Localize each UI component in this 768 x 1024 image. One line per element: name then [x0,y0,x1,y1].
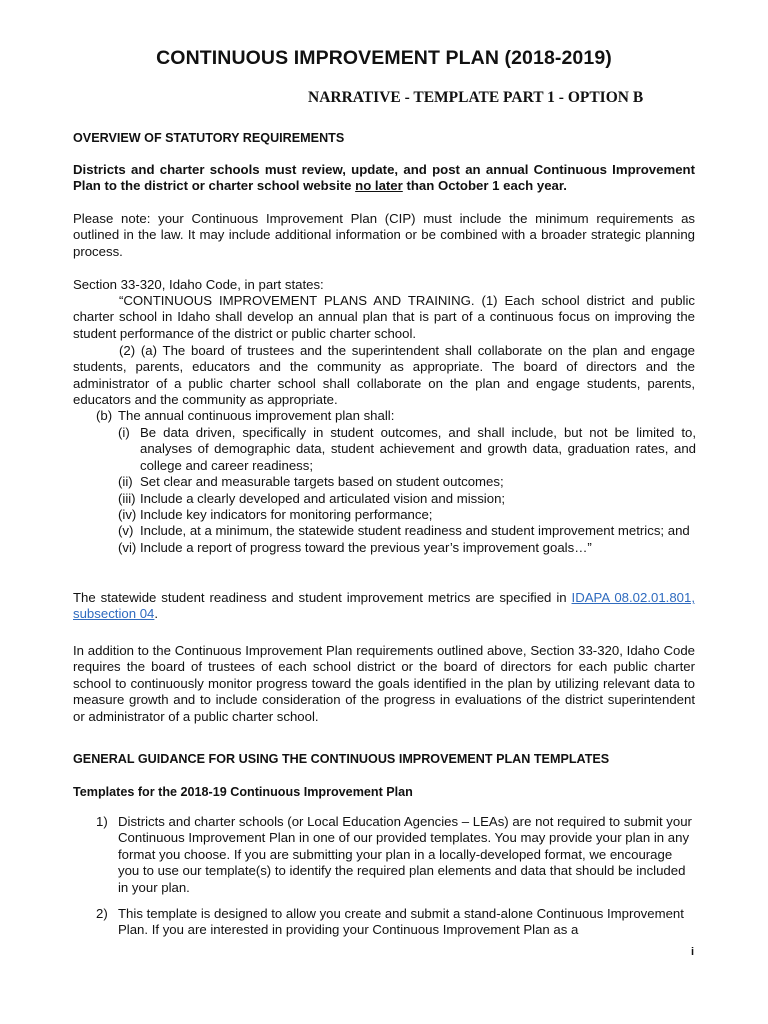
templates-numbered-list [96,814,696,939]
list-item-marker: (ii) [118,474,133,490]
list-item [96,814,696,896]
guidance-heading: GENERAL GUIDANCE FOR USING THE CONTINUOUS IMPROVEMENT PLAN TEMPLATES [73,752,610,766]
list-item [118,540,696,556]
metrics-paragraph [73,590,695,623]
list-item-text: Include key indicators for monitoring performance; [140,507,433,523]
page-number: i [691,946,695,958]
list-item [118,507,696,523]
list-item-text: Be data driven, specifically in student outcomes, and shall include, but not be limited to, analyses of demographic data, student achievement and growth data, graduation rates, and college and career readiness; [140,425,696,473]
list-item-marker: (iii) [118,490,136,506]
plan-requirements-list [118,425,696,556]
quote-item-b-text: The annual continuous improvement plan shall: [118,408,395,423]
idapa-link[interactable]: IDAPA 08.02.01.801, subsection 04 [73,590,695,622]
metrics-text-b: . [154,606,159,622]
list-item-marker: (i) [118,425,130,440]
list-item-marker: (vi) [118,539,137,555]
page-subtitle: NARRATIVE - TEMPLATE PART 1 - OPTION B [308,89,644,106]
list-item [118,523,696,539]
metrics-text-a: The statewide student readiness and student improvement metrics are specified in [73,590,572,605]
intro-paragraph [73,162,695,195]
note-paragraph: Please note: your Continuous Improvement Plan (CIP) must include the minimum requirements as outlined in the law. It may include additional information or be combined with a broader strategic planning process. [73,211,695,259]
section-lead: Section 33-320, Idaho Code, in part states: [73,277,324,292]
list-item-marker: (v) [118,523,134,539]
intro-text-b: than October 1 each year. [402,178,567,194]
quote-item-b [96,408,696,424]
intro-deadline-underlined: no later [355,178,403,194]
list-item-marker: 2) [96,906,108,922]
intro-text-a: Districts and charter schools must review, update, and post an annual Continuous Improvement Plan to the district or charter school website [73,162,695,194]
quote-paragraph-2: (2) (a) The board of trustees and the superintendent shall collaborate on the plan and engage students, parents, educators and the community as appropriate. The board of directors and the administrator of a public charter school shall collaborate on the plan and engage students, parents, educators and the community as appropriate. [73,343,695,408]
quote-item-b-marker: (b) [96,408,113,423]
list-item [118,491,696,507]
list-item-text: Include a clearly developed and articulated vision and mission; [140,490,506,506]
list-item-text: Set clear and measurable targets based on student outcomes; [140,474,504,490]
page-title: CONTINUOUS IMPROVEMENT PLAN (2018-2019) [156,47,612,69]
overview-heading: OVERVIEW OF STATUTORY REQUIREMENTS [73,131,345,145]
addition-paragraph: In addition to the Continuous Improvement Plan requirements outlined above, Section 33-320, Idaho Code requires the board of trustees of each school district or the board of directors for each public charter school to continuously monitor progress toward the goals identified in the plan by utilizing relevant data to measure growth and to include consideration of the progress in evaluations of the district superintendent or administrator of a public charter school. [73,643,695,724]
list-item-text: Include a report of progress toward the previous year’s improvement goals…” [140,539,592,555]
list-item [118,474,696,490]
quote-paragraph-1: “CONTINUOUS IMPROVEMENT PLANS AND TRAINING. (1) Each school district and public charter school in Idaho shall develop an annual plan that is part of a continuous focus on improving the student performance of the district or public charter school. [73,293,695,341]
list-item-marker: (iv) [118,507,137,523]
list-item-text: This template is designed to allow you create and submit a stand-alone Continuous Improvement Plan. If you are interested in providing your Continuous Improvement Plan as a [118,906,684,938]
list-item-marker: 1) [96,814,108,829]
list-item-text: Include, at a minimum, the statewide student readiness and student improvement metrics; and [140,523,690,539]
list-item [96,906,696,939]
list-item-text: Districts and charter schools (or Local Education Agencies – LEAs) are not required to submit your Continuous Improvement Plan in one of our provided templates. You may provide your plan in any format you choose. If you are submitting your plan in a locally-developed format, we encourage you to use our template(s) to identify the required plan elements and data that should be included in your plan. [118,814,692,895]
list-item [118,425,696,474]
templates-heading: Templates for the 2018-19 Continuous Improvement Plan [73,785,413,799]
